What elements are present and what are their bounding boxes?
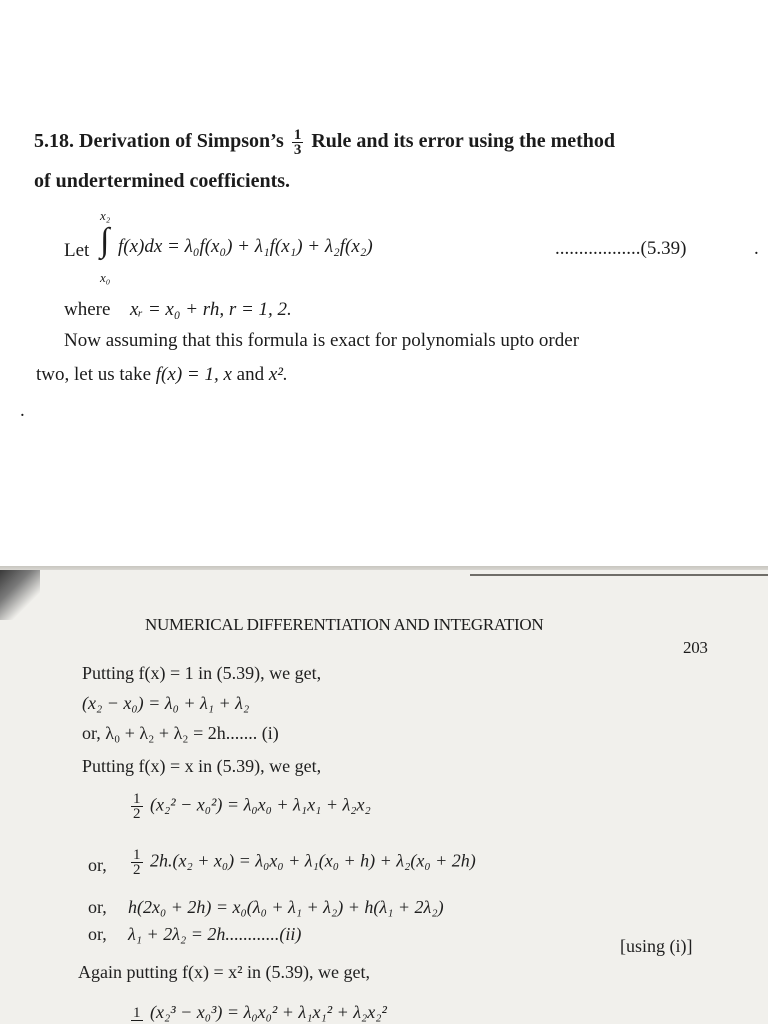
equation-number: ..................(5.39) <box>555 238 687 259</box>
using-i-note: [using (i)] <box>620 936 693 956</box>
page-corner-shadow <box>0 570 40 620</box>
running-header: NUMERICAL DIFFERENTIATION AND INTEGRATION <box>145 615 544 634</box>
cubes-numerator: 1 <box>133 1005 141 1022</box>
or-label-1: or, <box>88 855 107 875</box>
line-equation-ii: λ₁ + 2λ₂ = 2h............(ii) <box>128 924 302 944</box>
stray-dot: . <box>754 238 759 259</box>
fraction-denominator: 3 <box>293 142 302 158</box>
line-cubes <box>128 1002 387 1023</box>
half-denominator-2: 2 <box>133 862 141 878</box>
line-half-squares <box>128 792 371 821</box>
half-denominator: 2 <box>133 806 141 822</box>
paragraph-line2-math-b: x². <box>268 364 288 385</box>
half-numerator: 1 <box>133 791 141 807</box>
line-difference-equation: (x₂ − x₀) = λ₀ + λ₁ + λ₂ <box>82 693 250 713</box>
cubes-fraction <box>131 1006 143 1021</box>
line-equation-i: or, λ₀ + λ₂ + λ₂ = 2h....... (i) <box>82 723 279 743</box>
half-fraction-2 <box>131 848 143 877</box>
half-fraction <box>131 792 143 821</box>
line-putting-x: Putting f(x) = x in (5.39), we get, <box>82 756 322 776</box>
integral-lower-limit: x₀ <box>100 270 111 285</box>
or-label-2: or, <box>88 897 107 917</box>
or-label-3: or, <box>88 924 107 944</box>
page-top-rule <box>470 574 768 576</box>
paragraph-line2 <box>36 364 288 386</box>
one-third-fraction <box>292 128 304 157</box>
paragraph-line2-and: and <box>236 364 265 385</box>
half-numerator-2: 1 <box>133 847 141 863</box>
line-again-putting: Again putting f(x) = x² in (5.39), we get, <box>78 962 370 982</box>
paragraph-line2-math-a: f(x) = 1, x <box>155 364 232 385</box>
half-squares-equation: (x₂² − x₀²) = λ₀x₀ + λ₁x₁ + λ₂x₂ <box>150 794 371 815</box>
line-2h-equation <box>128 848 476 877</box>
integral-equation: f(x)dx = λ₀f(x₀) + λ₁f(x₁) + λ₂f(x₂) <box>118 236 373 257</box>
section-heading-line1 <box>34 128 615 157</box>
line-h-expansion: h(2x₀ + 2h) = x₀(λ₀ + λ₁ + λ₂) + h(λ₁ + 2λ₂) <box>128 897 444 917</box>
integral-sign: ∫ <box>100 222 110 259</box>
fraction-numerator: 1 <box>293 127 302 143</box>
let-label: Let <box>64 240 90 261</box>
section-heading-line2: of undertermined coefficients. <box>34 170 291 192</box>
where-expression: xᵣ = x₀ + rh, r = 1, 2. <box>130 299 292 320</box>
paragraph-line1: Now assuming that this formula is exact for polynomials upto order <box>64 330 580 351</box>
paragraph-line2-text: two, let us take <box>36 364 152 385</box>
integral-upper-limit: x₂ <box>100 208 111 223</box>
line-putting-one: Putting f(x) = 1 in (5.39), we get, <box>82 663 322 683</box>
stray-mark: . <box>20 400 25 421</box>
heading-text-a: 5.18. Derivation of Simpson’s <box>34 130 284 153</box>
where-label: where <box>64 299 111 320</box>
page-number: 203 <box>683 638 708 657</box>
2h-equation: 2h.(x₂ + x₀) = λ₀x₀ + λ₁(x₀ + h) + λ₂(x₀ + 2h) <box>150 850 476 871</box>
cubes-equation: (x₂³ − x₀³) = λ₀x₀² + λ₁x₁² + λ₂x₂² <box>150 1002 387 1022</box>
heading-text-b: Rule and its error using the method <box>311 130 616 153</box>
